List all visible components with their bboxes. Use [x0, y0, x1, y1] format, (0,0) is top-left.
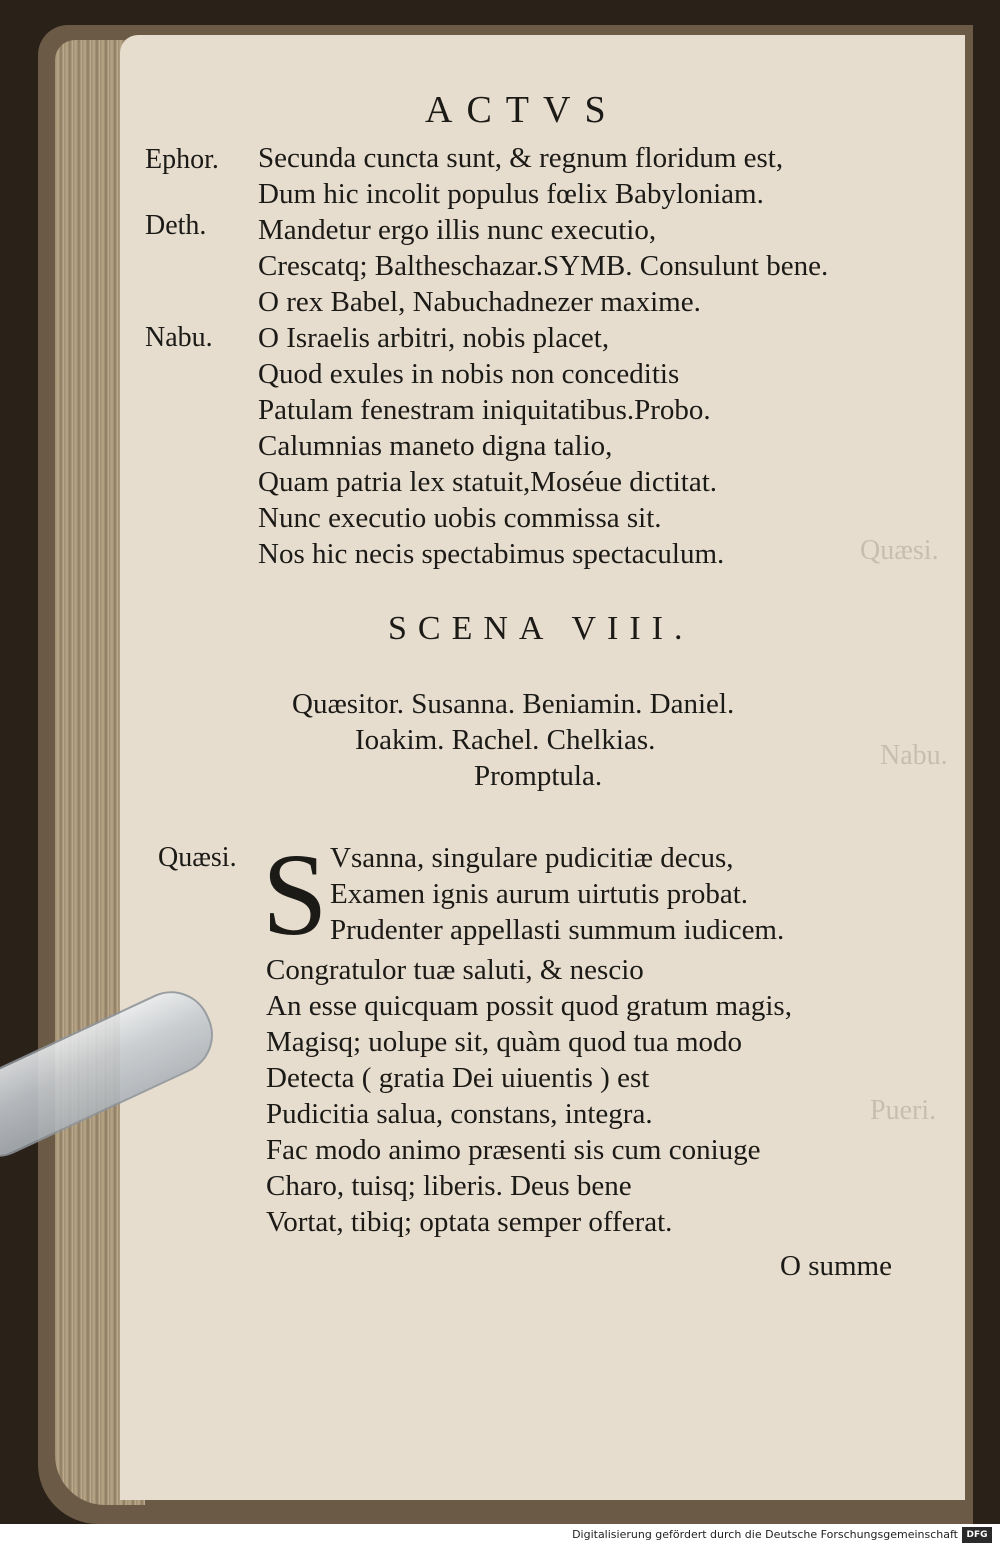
show-through: Pueri. [870, 1095, 937, 1126]
verse-line: Nos hic necis spectabimus spectaculum. [258, 538, 725, 570]
verse-line: Quod exules in nobis non conceditis [258, 358, 680, 390]
verse-line: O Israelis arbitri, nobis placet, [258, 322, 610, 354]
scene-title: SCENA VIII. [388, 610, 694, 647]
verse-line: Pudicitia salua, constans, integra. [266, 1098, 653, 1130]
verse-line: Secunda cuncta sunt, & regnum floridum est, [258, 142, 784, 174]
speaker-label: Quæsi. [158, 842, 237, 873]
dfg-logo: DFG [962, 1527, 992, 1543]
cast-line: Promptula. [474, 760, 603, 792]
speaker-label: Deth. [145, 210, 207, 241]
funding-credit: Digitalisierung gefördert durch die Deutsche Forschungsgemeinschaft [572, 1528, 958, 1541]
verse-line: Calumnias maneto digna talio, [258, 430, 613, 462]
verse-line: Congratulor tuæ saluti, & nescio [266, 954, 644, 986]
running-head: ACTVS [425, 89, 620, 131]
verse-line: Vsanna, singulare pudicitiæ decus, [330, 842, 734, 874]
verse-line: Vortat, tibiq; optata semper offerat. [266, 1206, 673, 1238]
verse-line: O rex Babel, Nabuchadnezer maxime. [258, 286, 701, 318]
verse-line: Detecta ( gratia Dei uiuentis ) est [266, 1062, 650, 1094]
show-through: Nabu. [880, 740, 948, 771]
verse-line: An esse quicquam possit quod gratum magis, [266, 990, 792, 1022]
show-through: Quæsi. [860, 535, 939, 566]
verse-line: Charo, tuisq; liberis. Deus bene [266, 1170, 632, 1202]
verse-line: Fac modo animo præsenti sis cum coniuge [266, 1134, 761, 1166]
verse-line: Patulam fenestram iniquitatibus.Probo. [258, 394, 711, 426]
verse-line: Quam patria lex statuit,Moséue dictitat. [258, 466, 718, 498]
verse-line: Examen ignis aurum uirtutis probat. [330, 878, 749, 910]
verse-line: Nunc executio uobis commissa sit. [258, 502, 662, 534]
verse-line: Magisq; uolupe sit, quàm quod tua modo [266, 1026, 743, 1058]
cast-line: Quæsitor. Susanna. Beniamin. Daniel. [292, 688, 735, 720]
drop-cap-initial: S [262, 829, 328, 960]
verse-line: Mandetur ergo illis nunc executio, [258, 214, 657, 246]
catchword: O summe [780, 1250, 892, 1282]
footer-bar [0, 1524, 1000, 1548]
speaker-label: Nabu. [145, 322, 213, 353]
cast-line: Ioakim. Rachel. Chelkias. [355, 724, 656, 756]
verse-line: Dum hic incolit populus fœlix Babyloniam. [258, 178, 764, 210]
speaker-label: Ephor. [145, 144, 219, 175]
verse-line: Prudenter appellasti summum iudicem. [330, 914, 785, 946]
verse-line: Crescatq; Baltheschazar.SYMB. Consulunt bene. [258, 250, 829, 282]
